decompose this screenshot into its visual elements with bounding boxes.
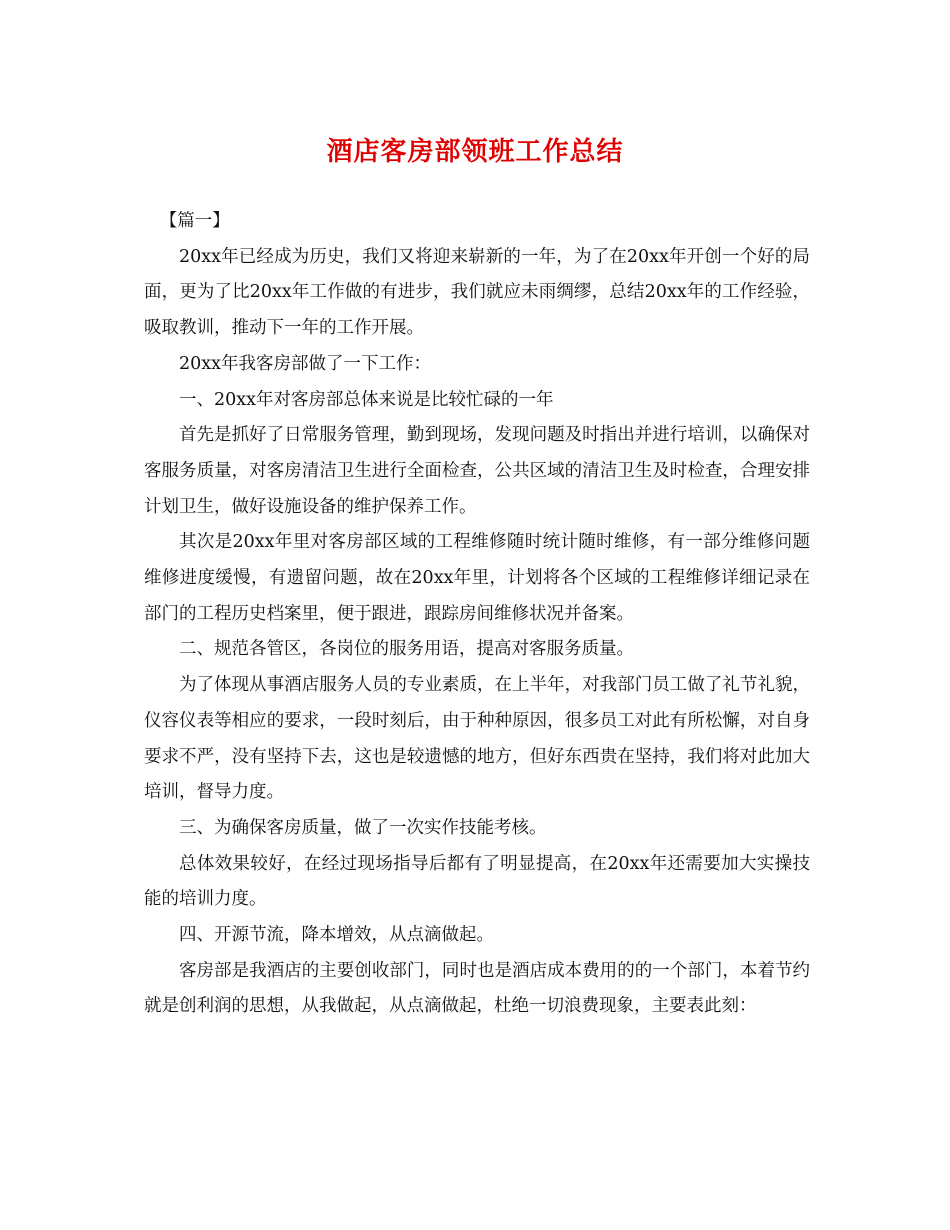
paragraph-etiquette: 为了体现从事酒店服务人员的专业素质，在上半年，对我部门员工做了礼节礼貌，仪容仪表等相应的要求，一段时刻后，由于种种原因，很多员工对此有所松懈，对自身要求不严，没有坚持下去，这也是较遗憾的地方，但好东西贵在坚持，我们将对此加大培训，督导力度。 [144, 675, 810, 803]
heading-item-2: 二、规范各管区，各岗位的服务用语，提高对客服务质量。 [179, 639, 634, 660]
section-label: 【篇一】 [159, 211, 230, 231]
heading-item-4: 四、开源节流，降本增效，从点滴做起。 [179, 925, 494, 946]
paragraph-work-summary-heading: 20xx年我客房部做了一下工作： [179, 353, 432, 374]
document-body [144, 204, 810, 1025]
heading-item-3: 三、为确保客房质量，做了一次实作技能考核。 [179, 817, 547, 838]
paragraph-maintenance: 其次是20xx年里对客房部区域的工程维修随时统计随时维修，有一部分维修问题维修进度缓慢，有遗留问题，故在20xx年里，计划将各个区域的工程维修详细记录在部门的工程历史档案里，便于跟进，跟踪房间维修状况并备案。 [144, 532, 810, 624]
paragraph-intro: 20xx年已经成为历史，我们又将迎来崭新的一年，为了在20xx年开创一个好的局面，更为了比20xx年工作做的有进步，我们就应未雨绸缪，总结20xx年的工作经验，吸取教训，推动下一年的工作开展。 [144, 246, 810, 339]
paragraph-service-management: 首先是抓好了日常服务管理，勤到现场，发现问题及时指出并进行培训，以确保对客服务质量，对客房清洁卫生进行全面检查，公共区域的清洁卫生及时检查，合理安排计划卫生，做好设施设备的维护保养工作。 [144, 425, 810, 517]
paragraph-skill-assessment: 总体效果较好，在经过现场指导后都有了明显提高，在20xx年还需要加大实操技能的培训力度。 [144, 853, 810, 910]
document-title: 酒店客房部领班工作总结 [326, 137, 624, 167]
heading-item-1: 一、20xx年对客房部总体来说是比较忙碌的一年 [179, 389, 554, 410]
paragraph-cost-saving: 客房部是我酒店的主要创收部门，同时也是酒店成本费用的的一个部门，本着节约就是创利润的思想，从我做起，从点滴做起，杜绝一切浪费现象，主要表此刻： [144, 960, 810, 1017]
